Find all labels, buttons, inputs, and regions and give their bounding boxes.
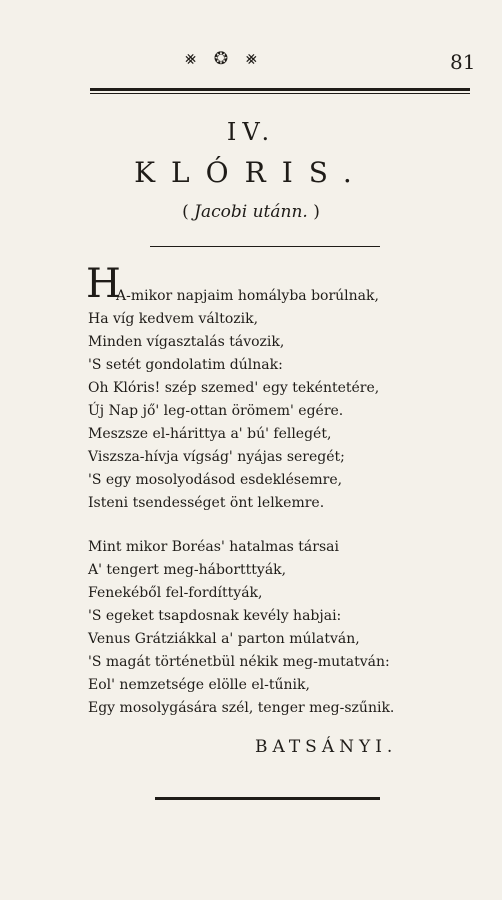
verse-line: 'S magát történetbül nékik meg-mutatván: [88,654,390,670]
section-number: IV. [226,118,276,146]
verse-line: Új Nap jő' leg-ottan örömem' egére. [88,403,344,419]
header-rule [90,88,470,91]
verse-line: Minden vígasztalás távozik, [88,334,285,350]
subtitle-text: Jacobi utánn. [194,202,308,222]
verse-line: Oh Klóris! szép szemed' egy tekéntetére, [88,380,380,396]
verse-line: Ha víg kedvem változik, [88,311,259,327]
verse-line: 'S setét gondolatim dúlnak: [88,357,283,373]
stanza-2 [88,536,488,720]
verse-line: A' tengert meg-hábortttyák, [88,562,287,578]
page-number: 81 [450,50,476,74]
verse-line: Viszsza-hívja vígság' nyájas seregét; [88,449,345,465]
poem-title: KLÓRIS. [134,156,368,189]
verse-line: Egy mosolygására szél, tenger meg-szűnik. [88,700,395,716]
header-ornament: ⨳ ❂ ⨳ [185,48,263,69]
author-signature: BATSÁNYI. [255,737,398,757]
stanza-1 [88,285,488,515]
verse-line: Fenekéből fel-fordíttyák, [88,585,263,601]
subtitle-open: ( [182,202,195,222]
footer-rule [155,797,380,800]
verse-line: A-mikor napjaim homályba borúlnak, [116,288,379,304]
verse-line: Isteni tsendességet önt lelkemre. [88,495,325,511]
verse-line: 'S egeket tsapdosnak kevély habjai: [88,608,342,624]
verse-line: 'S egy mosolyodásod esdeklésemre, [88,472,343,488]
subtitle-close: ) [307,202,320,222]
poem-subtitle [0,202,502,222]
verse-line: Eol' nemzetsége elölle el-tűnik, [88,677,310,693]
drop-cap: H [86,261,121,307]
verse-line: Mint mikor Boréas' hatalmas társai [88,539,339,555]
verse-line: Meszsze el-hárittya a' bú' fellegét, [88,426,332,442]
title-rule [150,246,380,247]
verse-line: Venus Grátziákkal a' parton múlatván, [88,631,360,647]
